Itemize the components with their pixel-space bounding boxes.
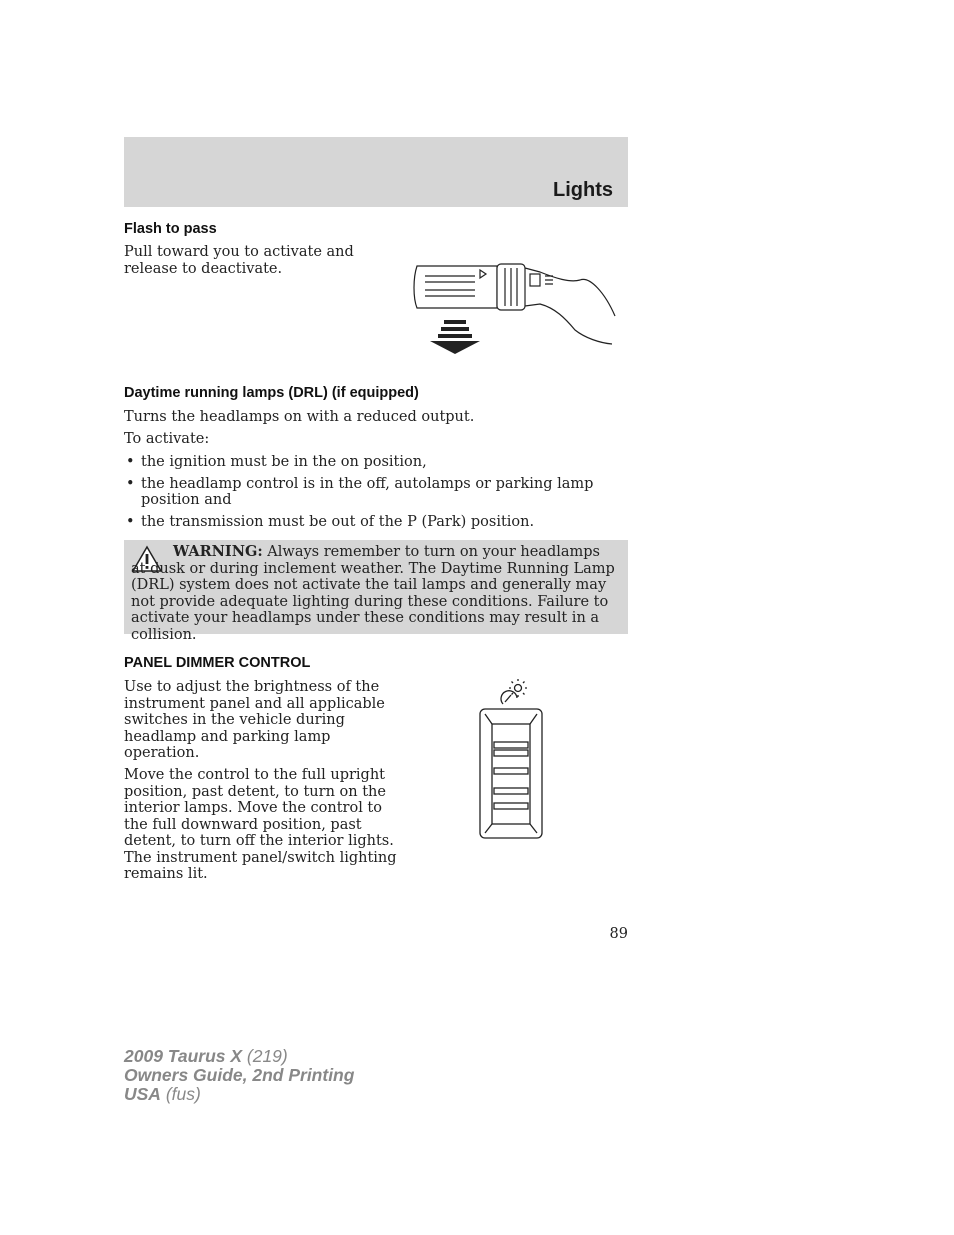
footer-market: USA bbox=[124, 1084, 161, 1104]
footer-market-code: (fus) bbox=[160, 1084, 201, 1104]
footer-model-code: (219) bbox=[242, 1046, 288, 1066]
text-line: operation. bbox=[124, 745, 200, 761]
text-line: position, past detent, to turn on the bbox=[124, 783, 386, 800]
text-line: instrument panel and all applicable bbox=[124, 695, 385, 712]
flash-to-pass-heading: Flash to pass bbox=[124, 221, 217, 237]
section-header-band bbox=[124, 137, 628, 207]
footer-line-2 bbox=[124, 1066, 354, 1085]
text-line: Move the control to the full upright bbox=[124, 767, 385, 783]
text-line: remains lit. bbox=[124, 866, 208, 882]
panel-dimmer-heading: PANEL DIMMER CONTROL bbox=[124, 655, 311, 671]
drl-intro: Turns the headlamps on with a reduced output. bbox=[124, 409, 475, 425]
warning-body: Always remember to turn on your headlamps at dusk or during inclement weather. The Daytime Running Lamp (DRL) system does not activate the tail lamps and generally may not provide adequate lighting during these conditions. Failure to activate your headlamps under these conditions may result in a collision. bbox=[131, 544, 615, 643]
footer-line-1 bbox=[124, 1047, 354, 1066]
list-item: • the headlamp control is in the off, autolamps or parking lamp position and bbox=[124, 476, 626, 509]
warning-text bbox=[131, 544, 619, 643]
section-title: Lights bbox=[553, 179, 613, 201]
text-line: the full downward position, past bbox=[124, 816, 362, 833]
drl-to-activate: To activate: bbox=[124, 431, 210, 447]
list-item: • the ignition must be in the on position, bbox=[124, 454, 628, 471]
multifunction-stalk-illustration bbox=[405, 258, 620, 358]
text-line: switches in the vehicle during bbox=[124, 712, 345, 728]
text-line: detent, to turn off the interior lights. bbox=[124, 833, 394, 849]
page-number: 89 bbox=[609, 926, 628, 942]
flash-to-pass-line-1: Pull toward you to activate and bbox=[124, 244, 354, 260]
footer-guide-title: Owners Guide, 2nd Printing bbox=[124, 1065, 355, 1085]
warning-box bbox=[124, 540, 628, 643]
warning-label: WARNING: bbox=[173, 543, 263, 560]
footer-model: 2009 Taurus X bbox=[124, 1046, 243, 1066]
flash-to-pass-text bbox=[124, 244, 354, 277]
panel-dimmer-para-1 bbox=[124, 679, 385, 762]
text-line: interior lamps. Move the control to bbox=[124, 800, 382, 816]
document-footer bbox=[124, 1047, 354, 1104]
drl-bullet-list bbox=[124, 454, 628, 535]
text-line: headlamp and parking lamp bbox=[124, 728, 331, 745]
footer-line-3 bbox=[124, 1085, 354, 1104]
text-line: The instrument panel/switch lighting bbox=[124, 849, 397, 866]
panel-dimmer-para-2 bbox=[124, 767, 397, 883]
text-line: Use to adjust the brightness of the bbox=[124, 679, 380, 695]
drl-heading: Daytime running lamps (DRL) (if equipped) bbox=[124, 385, 419, 401]
panel-dimmer-switch-illustration bbox=[475, 678, 547, 842]
flash-to-pass-line-2: release to deactivate. bbox=[124, 260, 283, 277]
list-item: • the transmission must be out of the P (Park) position. bbox=[124, 514, 628, 531]
